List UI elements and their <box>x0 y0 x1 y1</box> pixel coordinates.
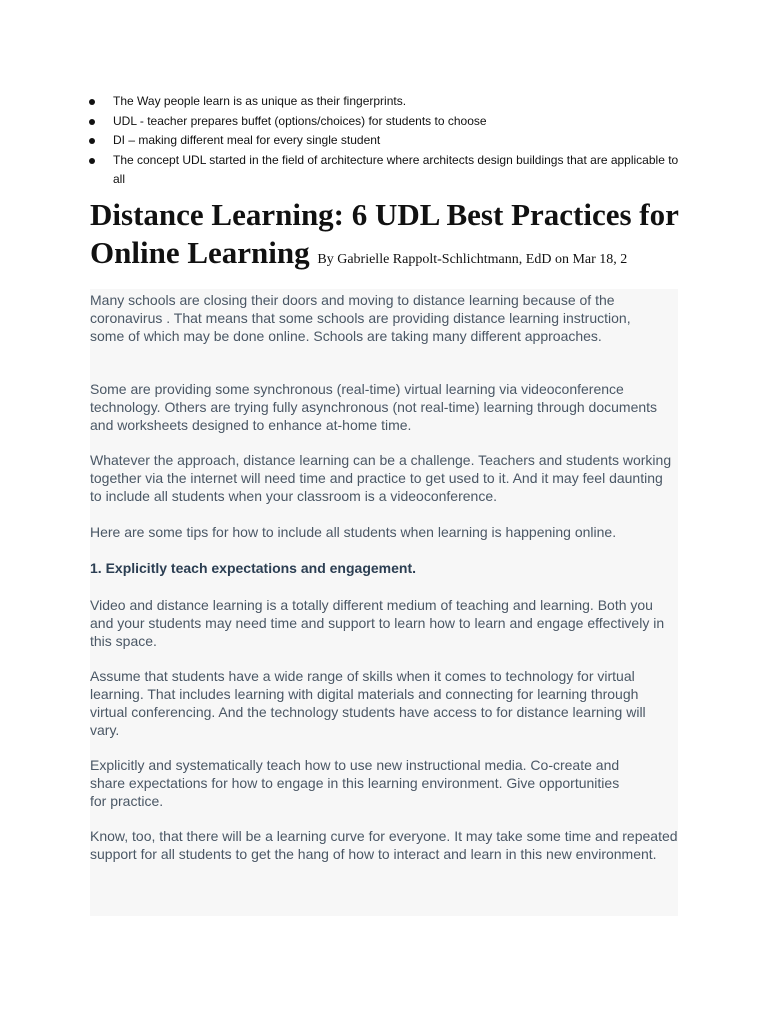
bullet-dot-icon <box>89 158 95 164</box>
bullet-dot-icon <box>89 119 95 125</box>
section-paragraph: Assume that students have a wide range of skills when it comes to technology for virtual learning. That includes learning with digital materials and connecting for learning through virtual conferencing. And the technology students have access to for distance learning will vary. <box>90 668 646 738</box>
bullet-item <box>89 151 689 190</box>
section-paragraph: Explicitly and systematically teach how to use new instructional media. Co-create and share expectations for how to engage in this learning environment. Give opportunities for practice. <box>90 757 620 809</box>
bullet-item <box>89 131 689 151</box>
notes-bullet-list <box>89 92 689 190</box>
bullet-item <box>89 112 689 132</box>
article-paragraph: Some are providing some synchronous (real-time) virtual learning via videoconference technology. Others are trying fully asynchronous (not real-time) learning through documents and worksheets designed to enhance at-home time. <box>90 381 658 433</box>
article-paragraph: Here are some tips for how to include all students when learning is happening online. <box>90 524 617 540</box>
article-title: Distance Learning: 6 UDL Best Practices for Online Learning <box>90 197 679 270</box>
article-byline: By Gabrielle Rappolt-Schlichtmann, EdD on Mar 18, 2 <box>317 252 628 267</box>
section-heading: 1. Explicitly teach expectations and engagement. <box>90 560 416 576</box>
bullet-text: The concept UDL started in the field of architecture where architects design buildings that are applicable to all <box>113 152 679 186</box>
article-paragraph: Whatever the approach, distance learning can be a challenge. Teachers and students working together via the internet will need time and practice to get used to it. And it may feel daunting to include all students when your classroom is a videoconference. <box>90 452 672 504</box>
article-title-block <box>90 196 710 279</box>
article-paragraph: Many schools are closing their doors and moving to distance learning because of the coronavirus . That means that some schools are providing distance learning instruction, some of which may be done online. Schools are taking many different approaches. <box>90 292 631 344</box>
bullet-dot-icon <box>89 99 95 105</box>
article-body <box>90 289 678 916</box>
bullet-dot-icon <box>89 138 95 144</box>
bullet-text: The Way people learn is as unique as their fingerprints. <box>113 94 407 108</box>
bullet-text: UDL - teacher prepares buffet (options/choices) for students to choose <box>113 113 487 128</box>
bullet-text: DI – making different meal for every single student <box>113 133 381 147</box>
section-paragraph: Know, too, that there will be a learning curve for everyone. It may take some time and repeated support for all students to get the hang of how to interact and learn in this new environment. <box>90 828 678 862</box>
bullet-item <box>89 92 689 112</box>
section-paragraph: Video and distance learning is a totally different medium of teaching and learning. Both you and your students may need time and support to learn how to learn and engage effectively in this space. <box>90 597 665 649</box>
